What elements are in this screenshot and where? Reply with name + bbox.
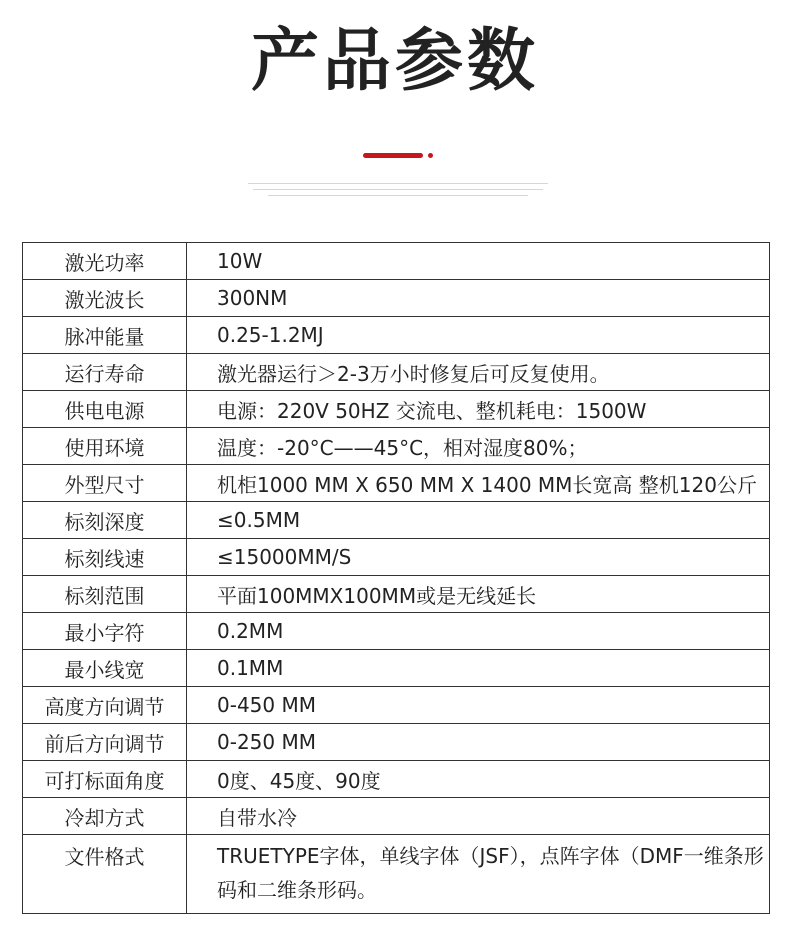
spec-value: 0.25-1.2MJ — [187, 317, 770, 354]
spec-label: 文件格式 — [23, 835, 187, 914]
spec-label: 使用环境 — [23, 428, 187, 465]
spec-label: 最小线宽 — [23, 650, 187, 687]
spec-value: ≤15000MM/S — [187, 539, 770, 576]
spec-value: 机柜1000 MM X 650 MM X 1400 MM长宽高 整机120公斤 — [187, 465, 770, 502]
spec-label: 标刻范围 — [23, 576, 187, 613]
spec-table — [22, 242, 770, 914]
spec-label: 可打标面角度 — [23, 761, 187, 798]
spec-label: 标刻线速 — [23, 539, 187, 576]
spec-value: 温度：-20°C——45°C，相对湿度80%； — [187, 428, 770, 465]
table-row — [23, 687, 770, 724]
decorative-fine-text — [245, 178, 550, 202]
table-row — [23, 354, 770, 391]
table-row — [23, 576, 770, 613]
table-row — [23, 613, 770, 650]
table-row — [23, 243, 770, 280]
spec-label: 运行寿命 — [23, 354, 187, 391]
spec-label: 最小字符 — [23, 613, 187, 650]
table-row — [23, 539, 770, 576]
spec-value: 10W — [187, 243, 770, 280]
table-row — [23, 502, 770, 539]
table-row — [23, 798, 770, 835]
spec-label: 标刻深度 — [23, 502, 187, 539]
decorative-red-bar — [363, 153, 423, 158]
spec-label: 脉冲能量 — [23, 317, 187, 354]
spec-label: 冷却方式 — [23, 798, 187, 835]
spec-value: ≤0.5MM — [187, 502, 770, 539]
spec-label: 供电电源 — [23, 391, 187, 428]
spec-label: 激光波长 — [23, 280, 187, 317]
decorative-red-dot — [428, 153, 433, 158]
spec-value: 电源：220V 50HZ 交流电、整机耗电：1500W — [187, 391, 770, 428]
spec-value: 0度、45度、90度 — [187, 761, 770, 798]
spec-value: 激光器运行＞2-3万小时修复后可反复使用。 — [187, 354, 770, 391]
spec-label: 激光功率 — [23, 243, 187, 280]
table-row — [23, 835, 770, 914]
table-row — [23, 391, 770, 428]
table-row — [23, 428, 770, 465]
spec-value: 0.1MM — [187, 650, 770, 687]
table-row — [23, 724, 770, 761]
table-row — [23, 465, 770, 502]
spec-value: 0-450 MM — [187, 687, 770, 724]
spec-value: 平面100MMX100MM或是无线延长 — [187, 576, 770, 613]
page-title: 产品参数 — [250, 22, 539, 101]
spec-label: 前后方向调节 — [23, 724, 187, 761]
table-row — [23, 761, 770, 798]
spec-label: 高度方向调节 — [23, 687, 187, 724]
spec-value: 0.2MM — [187, 613, 770, 650]
spec-value: TRUETYPE字体，单线字体（JSF），点阵字体（DMF一维条形码和二维条形码。 — [187, 835, 770, 914]
table-row — [23, 280, 770, 317]
spec-value: 0-250 MM — [187, 724, 770, 761]
table-row — [23, 317, 770, 354]
table-row — [23, 650, 770, 687]
spec-label: 外型尺寸 — [23, 465, 187, 502]
spec-value: 自带水冷 — [187, 798, 770, 835]
spec-value: 300NM — [187, 280, 770, 317]
